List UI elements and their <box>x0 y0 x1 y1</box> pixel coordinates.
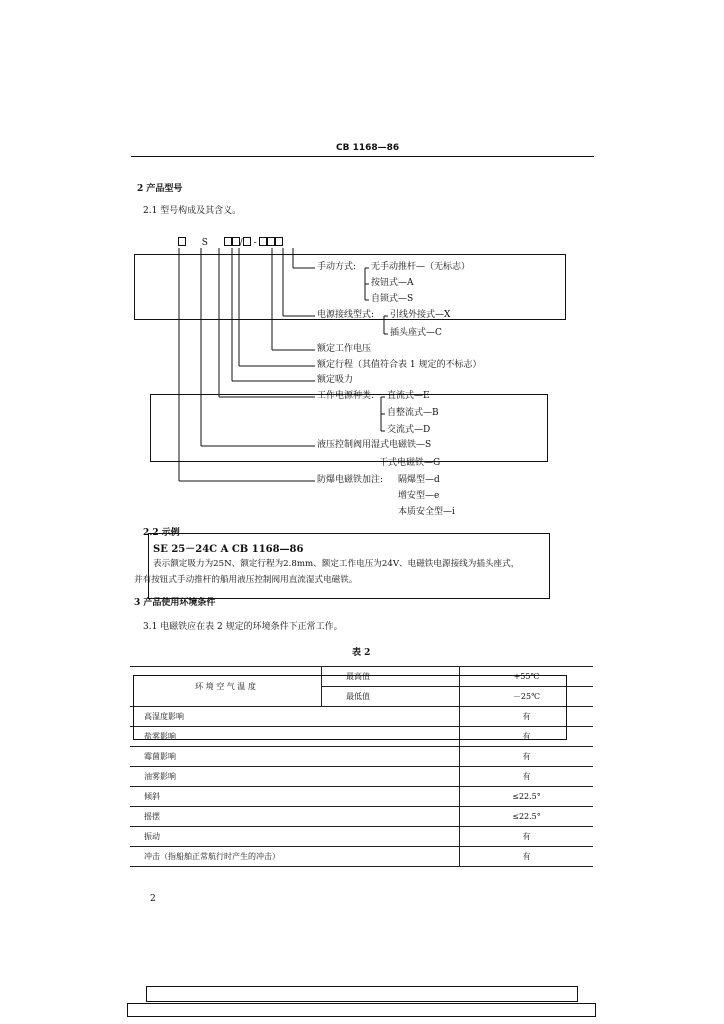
table-row <box>130 787 593 807</box>
power-option-ac: 交流式—D <box>387 425 431 435</box>
explosion-option-intrinsic: 本质安全型—i <box>398 507 455 517</box>
row-label-text: 冲击（指船舶正常航行时产生的冲击） <box>144 852 280 861</box>
table-2-title: 表 2 <box>352 648 371 658</box>
min-value: －25℃ <box>512 692 541 701</box>
max-value: +55℃ <box>513 672 540 681</box>
max-label: 最高值 <box>346 672 370 681</box>
min-label: 最低值 <box>346 692 370 701</box>
manual-mode-label: 手动方式: <box>317 262 357 272</box>
explosion-option-increased: 增安型—e <box>398 491 440 501</box>
row-label-text: 倾斜 <box>144 792 160 801</box>
wiring-option-lead: 引线外接式—X <box>390 310 451 320</box>
row-label-text: 摇摆 <box>144 812 160 821</box>
diagram-box-lower <box>150 394 548 462</box>
example-heading: 2.2 示例 <box>143 528 180 538</box>
row-label <box>130 827 460 847</box>
table-row <box>130 827 593 847</box>
example-code: SE 25－24C A CB 1168—86 <box>153 544 304 555</box>
manual-option-selflock: 自锁式—S <box>371 294 414 304</box>
wet-type-label: 液压控制阀用湿式电磁铁—S <box>317 440 432 450</box>
model-letter: S <box>201 238 208 248</box>
row-label-text: 振动 <box>144 832 160 841</box>
power-type-label: 工作电源种类: <box>317 391 375 401</box>
row-label-text: 油雾影响 <box>144 772 176 781</box>
row-value-text: 有 <box>522 732 531 741</box>
footer-frame-inner <box>146 986 578 1002</box>
wiring-option-plug: 插头座式—C <box>390 328 442 338</box>
section-2-heading: 2 产品型号 <box>137 184 183 194</box>
footer-frame-outer <box>127 1003 596 1017</box>
explosion-label: 防爆电磁铁加注: <box>317 475 384 485</box>
row-value <box>460 807 594 827</box>
row-value-text: 有 <box>522 772 531 781</box>
page-number: 2 <box>150 894 156 904</box>
row-value-text: 有 <box>522 852 531 861</box>
row-value <box>460 827 594 847</box>
table-row <box>130 747 593 767</box>
row-label <box>130 807 460 827</box>
row-label-text: 霉菌影响 <box>144 752 176 761</box>
row-label-text: 盐雾影响 <box>144 732 176 741</box>
row-value-text: ≤22.5° <box>512 812 541 821</box>
example-line-1: 表示额定吸力为25N、额定行程为2.8mm、额定工作电压为24V、电磁铁电源接线为插头座式， <box>153 559 520 569</box>
manual-option-none: 无手动推杆—（无标志） <box>371 262 471 272</box>
section-2-1-heading: 2.1 型号构成及其含义。 <box>143 206 242 216</box>
power-option-rectified: 自整流式—B <box>387 408 439 418</box>
row-value <box>460 847 594 867</box>
section-3-1-text: 3.1 电磁铁应在表 2 规定的环境条件下正常工作。 <box>143 622 343 632</box>
temp-label: 环 境 空 气 温 度 <box>195 682 256 691</box>
dry-type-label: 干式电磁铁—G <box>379 458 441 468</box>
row-value-text: 有 <box>522 712 531 721</box>
model-code: S / - <box>178 237 283 249</box>
explosion-option-flameproof: 隔爆型—d <box>398 475 440 485</box>
row-value-text: 有 <box>522 832 531 841</box>
manual-option-button: 按钮式—A <box>371 278 414 288</box>
rated-voltage-label: 额定工作电压 <box>317 344 372 354</box>
standard-code-header: CB 1168—86 <box>336 143 400 153</box>
row-label <box>130 767 460 787</box>
table-row <box>130 767 593 787</box>
power-option-dc: 直流式—E <box>387 391 430 401</box>
example-line-2: 并有按钮式手动推杆的船用液压控制阀用直流湿式电磁铁。 <box>134 575 358 585</box>
table-row <box>130 807 593 827</box>
row-label <box>130 847 460 867</box>
row-value <box>460 787 594 807</box>
row-value <box>460 747 594 767</box>
wiring-label: 电源接线型式: <box>317 310 375 320</box>
table-overlay-frame <box>133 675 567 740</box>
rated-force-label: 额定吸力 <box>317 375 354 385</box>
row-label <box>130 787 460 807</box>
section-3-heading: 3 产品使用环境条件 <box>134 598 216 608</box>
row-value-text: ≤22.5° <box>512 792 541 801</box>
table-row <box>130 847 593 867</box>
row-value <box>460 767 594 787</box>
row-label <box>130 747 460 767</box>
row-value-text: 有 <box>522 752 531 761</box>
row-label-text: 高湿度影响 <box>144 712 184 721</box>
rated-stroke-label: 额定行程（其值符合表 1 规定的不标志） <box>317 360 482 370</box>
